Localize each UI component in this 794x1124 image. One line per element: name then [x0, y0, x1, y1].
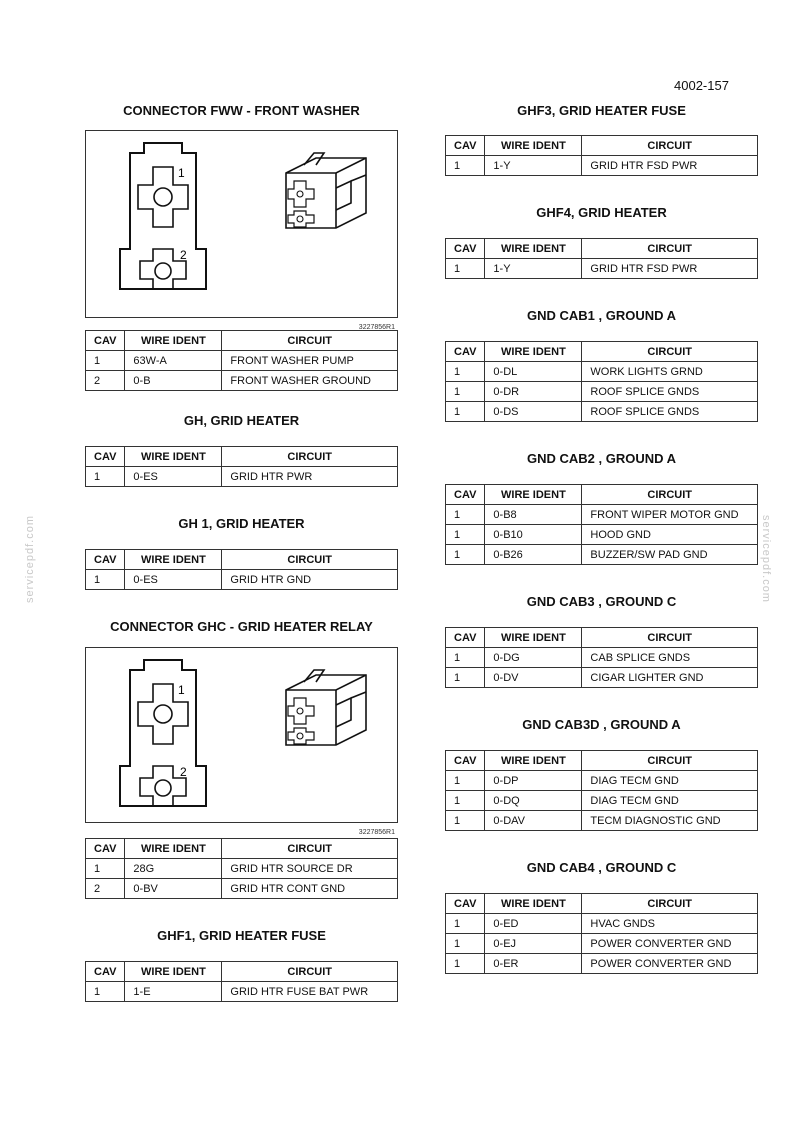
pin-1-label: 1	[178, 166, 185, 180]
cav-cell: 1	[446, 771, 485, 791]
circuit-cell: FRONT WIPER MOTOR GND	[582, 505, 758, 525]
circuit-cell: GRID HTR GND	[222, 570, 398, 590]
table-row	[446, 771, 758, 791]
wire-ident-cell: 1-E	[125, 982, 222, 1002]
circuit-cell: FRONT WASHER PUMP	[222, 351, 398, 371]
table-row	[446, 545, 758, 565]
section-title: CONNECTOR FWW - FRONT WASHER	[123, 103, 360, 118]
header-circuit: CIRCUIT	[582, 894, 758, 914]
section-title: GHF4, GRID HEATER	[536, 205, 667, 220]
header-wire-ident: WIRE IDENT	[485, 894, 582, 914]
table-row	[446, 791, 758, 811]
header-circuit: CIRCUIT	[222, 839, 398, 859]
figure-code: 3227856R1	[358, 324, 395, 331]
section-title: GND CAB1 , GROUND A	[526, 308, 677, 323]
header-wire-ident: WIRE IDENT	[485, 485, 582, 505]
wire-ident-cell: 0-B8	[485, 505, 582, 525]
wire-ident-cell: 0-ER	[485, 954, 582, 974]
cav-cell: 1	[86, 467, 125, 487]
circuit-cell: GRID HTR PWR	[222, 467, 398, 487]
table-header-row	[86, 447, 398, 467]
table-row	[446, 156, 758, 176]
header-cav: CAV	[446, 485, 485, 505]
header-circuit: CIRCUIT	[582, 342, 758, 362]
circuit-cell: DIAG TECM GND	[582, 791, 758, 811]
section-title: CONNECTOR GHC - GRID HEATER RELAY	[110, 619, 373, 634]
connector-housing-icon	[286, 670, 366, 745]
table-header-row	[446, 342, 758, 362]
table-header-row	[86, 550, 398, 570]
circuit-table	[85, 838, 398, 899]
header-wire-ident: WIRE IDENT	[485, 751, 582, 771]
cav-cell: 1	[446, 668, 485, 688]
section-title: GHF1, GRID HEATER FUSE	[157, 928, 326, 943]
table-row	[86, 879, 398, 899]
connector-housing-icon	[286, 153, 366, 228]
wire-ident-cell: 0-DG	[485, 648, 582, 668]
cav-cell: 1	[446, 545, 485, 565]
table-row	[446, 505, 758, 525]
header-wire-ident: WIRE IDENT	[485, 136, 582, 156]
circuit-cell: FRONT WASHER GROUND	[222, 371, 398, 391]
wire-ident-cell: 0-DV	[485, 668, 582, 688]
header-cav: CAV	[446, 342, 485, 362]
section-title: GHF3, GRID HEATER FUSE	[517, 103, 686, 118]
header-cav: CAV	[446, 239, 485, 259]
cav-cell: 1	[86, 570, 125, 590]
cav-cell: 1	[446, 505, 485, 525]
circuit-table	[85, 549, 398, 590]
circuit-cell: CIGAR LIGHTER GND	[582, 668, 758, 688]
table-row	[446, 525, 758, 545]
connector-face-outline	[120, 143, 206, 289]
circuit-cell: HVAC GNDS	[582, 914, 758, 934]
table-row	[86, 371, 398, 391]
table-row	[446, 914, 758, 934]
header-cav: CAV	[86, 962, 125, 982]
circuit-cell: CAB SPLICE GNDS	[582, 648, 758, 668]
connector-diagram	[86, 648, 397, 822]
circuit-cell: POWER CONVERTER GND	[582, 954, 758, 974]
table-header-row	[446, 239, 758, 259]
cav-cell: 1	[446, 259, 485, 279]
circuit-table	[445, 341, 758, 422]
table-row	[86, 351, 398, 371]
cav-cell: 1	[86, 982, 125, 1002]
circuit-cell: TECM DIAGNOSTIC GND	[582, 811, 758, 831]
pin-2-hole	[155, 780, 171, 796]
header-wire-ident: WIRE IDENT	[125, 550, 222, 570]
circuit-cell: DIAG TECM GND	[582, 771, 758, 791]
table-header-row	[446, 485, 758, 505]
circuit-table	[85, 961, 398, 1002]
pin-1-label: 1	[178, 683, 185, 697]
pin-1-hole	[154, 705, 172, 723]
header-wire-ident: WIRE IDENT	[125, 839, 222, 859]
section-title: GND CAB2 , GROUND A	[526, 451, 677, 466]
table-header-row	[446, 136, 758, 156]
circuit-cell: BUZZER/SW PAD GND	[582, 545, 758, 565]
table-row	[446, 382, 758, 402]
wire-ident-cell: 0-EJ	[485, 934, 582, 954]
header-wire-ident: WIRE IDENT	[485, 239, 582, 259]
cav-cell: 1	[86, 859, 125, 879]
circuit-cell: ROOF SPLICE GNDS	[582, 382, 758, 402]
circuit-cell: GRID HTR FSD PWR	[582, 259, 758, 279]
wire-ident-cell: 0-DP	[485, 771, 582, 791]
header-circuit: CIRCUIT	[582, 485, 758, 505]
circuit-cell: WORK LIGHTS GRND	[582, 362, 758, 382]
table-header-row	[446, 751, 758, 771]
cav-cell: 1	[446, 914, 485, 934]
header-cav: CAV	[86, 331, 125, 351]
cav-cell: 1	[446, 954, 485, 974]
circuit-cell: POWER CONVERTER GND	[582, 934, 758, 954]
header-wire-ident: WIRE IDENT	[125, 447, 222, 467]
wire-ident-cell: 0-BV	[125, 879, 222, 899]
pin-1-hole	[154, 188, 172, 206]
circuit-table	[445, 627, 758, 688]
table-row	[446, 402, 758, 422]
table-header-row	[86, 962, 398, 982]
table-row	[446, 811, 758, 831]
circuit-cell: ROOF SPLICE GNDS	[582, 402, 758, 422]
header-circuit: CIRCUIT	[222, 550, 398, 570]
cav-cell: 1	[446, 811, 485, 831]
page-number: 4002-157	[674, 78, 729, 93]
table-row	[86, 570, 398, 590]
circuit-cell: HOOD GND	[582, 525, 758, 545]
table-row	[446, 362, 758, 382]
circuit-table	[445, 484, 758, 565]
circuit-cell: GRID HTR CONT GND	[222, 879, 398, 899]
table-row	[446, 668, 758, 688]
cav-cell: 2	[86, 879, 125, 899]
header-circuit: CIRCUIT	[582, 239, 758, 259]
wire-ident-cell: 0-DL	[485, 362, 582, 382]
connector-diagram-box	[85, 647, 398, 836]
connector-diagram-box	[85, 130, 398, 331]
wire-ident-cell: 0-B26	[485, 545, 582, 565]
circuit-table	[445, 238, 758, 279]
section-title: GND CAB3 , GROUND C	[526, 594, 677, 609]
pin-2-label: 2	[180, 765, 187, 779]
table-header-row	[446, 628, 758, 648]
watermark-right: servicepdf.com	[760, 515, 772, 603]
wire-ident-cell: 0-B	[125, 371, 222, 391]
header-wire-ident: WIRE IDENT	[125, 331, 222, 351]
table-row	[446, 954, 758, 974]
wire-ident-cell: 0-DS	[485, 402, 582, 422]
header-cav: CAV	[446, 894, 485, 914]
wire-ident-cell: 0-B10	[485, 525, 582, 545]
header-cav: CAV	[86, 447, 125, 467]
circuit-cell: GRID HTR FSD PWR	[582, 156, 758, 176]
header-cav: CAV	[446, 751, 485, 771]
wire-ident-cell: 63W-A	[125, 351, 222, 371]
wire-ident-cell: 28G	[125, 859, 222, 879]
cav-cell: 1	[86, 351, 125, 371]
header-wire-ident: WIRE IDENT	[485, 628, 582, 648]
connector-face-outline	[120, 660, 206, 806]
header-wire-ident: WIRE IDENT	[125, 962, 222, 982]
circuit-table	[445, 893, 758, 974]
wire-ident-cell: 0-DQ	[485, 791, 582, 811]
header-circuit: CIRCUIT	[582, 751, 758, 771]
pin-2-hole	[155, 263, 171, 279]
header-circuit: CIRCUIT	[582, 136, 758, 156]
cav-cell: 1	[446, 791, 485, 811]
wire-ident-cell: 0-ED	[485, 914, 582, 934]
circuit-cell: GRID HTR FUSE BAT PWR	[222, 982, 398, 1002]
header-cav: CAV	[86, 839, 125, 859]
header-circuit: CIRCUIT	[222, 447, 398, 467]
cav-cell: 1	[446, 402, 485, 422]
cav-cell: 2	[86, 371, 125, 391]
table-header-row	[446, 894, 758, 914]
header-wire-ident: WIRE IDENT	[485, 342, 582, 362]
table-header-row	[86, 839, 398, 859]
connector-diagram	[86, 131, 397, 317]
cav-cell: 1	[446, 934, 485, 954]
header-cav: CAV	[446, 136, 485, 156]
section-title: GND CAB4 , GROUND C	[526, 860, 677, 875]
cav-cell: 1	[446, 648, 485, 668]
wire-ident-cell: 0-DAV	[485, 811, 582, 831]
section-title: GND CAB3D , GROUND A	[522, 717, 681, 732]
table-header-row	[86, 331, 398, 351]
circuit-table	[85, 446, 398, 487]
cav-cell: 1	[446, 382, 485, 402]
section-title: GH 1, GRID HEATER	[178, 516, 305, 531]
table-row	[86, 859, 398, 879]
header-circuit: CIRCUIT	[222, 962, 398, 982]
table-row	[446, 259, 758, 279]
figure-code: 3227856R1	[358, 829, 395, 836]
header-circuit: CIRCUIT	[222, 331, 398, 351]
wire-ident-cell: 0-DR	[485, 382, 582, 402]
pin-2-label: 2	[180, 248, 187, 262]
circuit-table	[445, 135, 758, 176]
circuit-table	[445, 750, 758, 831]
wire-ident-cell: 1-Y	[485, 156, 582, 176]
wire-ident-cell: 1-Y	[485, 259, 582, 279]
cav-cell: 1	[446, 156, 485, 176]
cav-cell: 1	[446, 362, 485, 382]
section-title: GH, GRID HEATER	[183, 413, 300, 428]
table-row	[86, 467, 398, 487]
cav-cell: 1	[446, 525, 485, 545]
header-cav: CAV	[86, 550, 125, 570]
table-row	[446, 934, 758, 954]
wire-ident-cell: 0-ES	[125, 467, 222, 487]
table-row	[446, 648, 758, 668]
wire-ident-cell: 0-ES	[125, 570, 222, 590]
watermark-left: servicepdf.com	[24, 515, 36, 603]
header-cav: CAV	[446, 628, 485, 648]
table-row	[86, 982, 398, 1002]
header-circuit: CIRCUIT	[582, 628, 758, 648]
circuit-table	[85, 330, 398, 391]
circuit-cell: GRID HTR SOURCE DR	[222, 859, 398, 879]
